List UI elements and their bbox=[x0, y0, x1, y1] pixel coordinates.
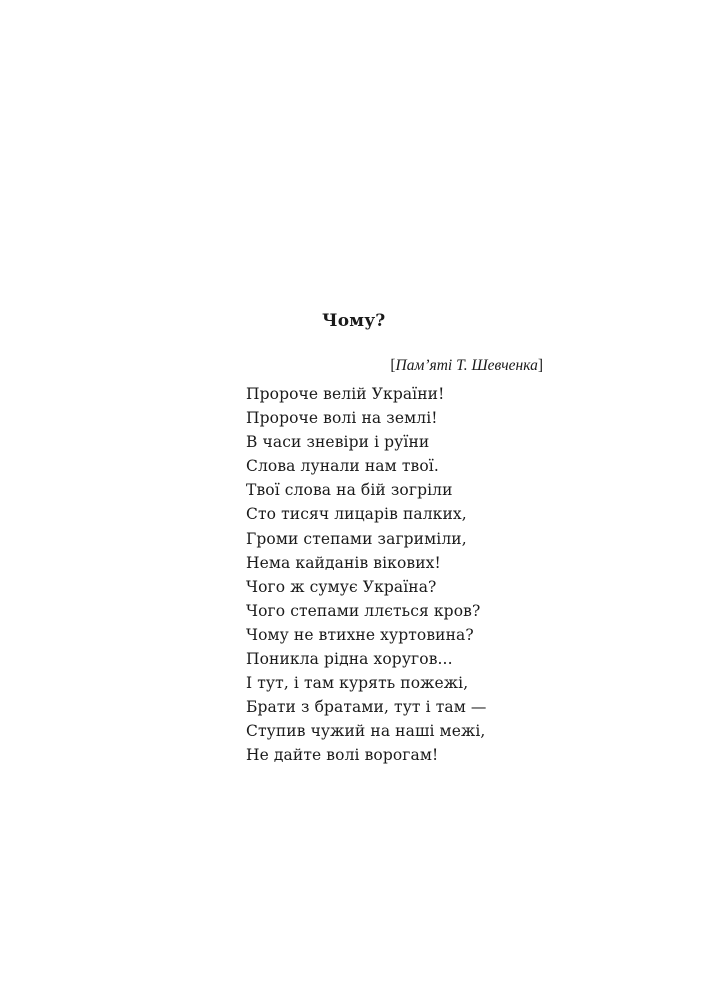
poem-title: Чому? bbox=[322, 311, 386, 331]
poem-line: Брати з братами, тут і там — bbox=[246, 698, 487, 717]
poem-line: Слова лунали нам твої. bbox=[246, 457, 439, 476]
dedication-text: Пам’яті Т. Шевченка bbox=[395, 357, 538, 374]
poem-line: Не дайте волі ворогам! bbox=[246, 746, 439, 765]
poem-line: Чому не втихне хуртовина? bbox=[246, 625, 474, 644]
poem-stanza bbox=[246, 382, 487, 768]
poem-line: Чого ж сумує Україна? bbox=[246, 577, 437, 596]
poem-line: І тут, і там курять пожежі, bbox=[246, 674, 469, 693]
poem-line: Поникла рідна хоругов... bbox=[246, 650, 453, 669]
poem-line: Твої слова на бій зогріли bbox=[246, 481, 453, 500]
dedication-open-bracket: [ bbox=[390, 357, 396, 374]
poem-dedication bbox=[390, 355, 543, 377]
poem-line: Сто тисяч лицарів палких, bbox=[246, 505, 467, 524]
poem-line: Пророче волі на землі! bbox=[246, 409, 438, 428]
poem-line: Чого степами ллється кров? bbox=[246, 601, 481, 620]
dedication-close-bracket: ] bbox=[537, 357, 543, 374]
poem-line: В часи зневіри і руїни bbox=[246, 433, 430, 452]
poem-line: Ступив чужий на наші межі, bbox=[246, 722, 486, 741]
poem-line: Нема кайданів вікових! bbox=[246, 553, 441, 572]
poem-line: Пророче велій України! bbox=[246, 385, 445, 403]
poem-line: Громи степами загриміли, bbox=[246, 529, 467, 548]
